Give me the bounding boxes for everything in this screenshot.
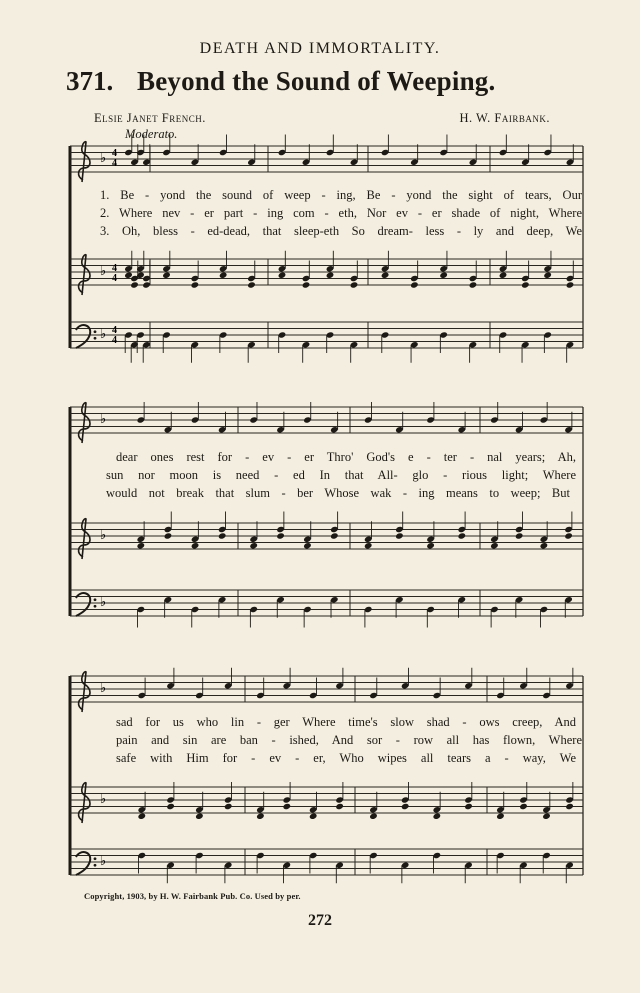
note-head xyxy=(515,532,524,539)
note-head xyxy=(164,532,173,539)
note-head xyxy=(335,803,344,810)
note-head xyxy=(142,281,151,288)
treble-clef xyxy=(79,403,90,443)
note-head xyxy=(433,813,442,820)
key-signature-flat: ♭ xyxy=(100,151,107,166)
bass-clef-dot xyxy=(94,857,97,860)
note-head xyxy=(540,542,549,549)
note-head xyxy=(326,272,335,279)
bass-clef-dot xyxy=(94,337,97,340)
note-head xyxy=(218,532,227,539)
bass-clef-dot xyxy=(94,330,97,333)
composer-credit: H. W. Fairbank. xyxy=(459,111,550,125)
note-head xyxy=(283,803,292,810)
note-head xyxy=(364,542,373,549)
lyric-line: safe with Him for - ev - er, Who wipes all tears a - way, We xyxy=(116,751,576,765)
key-signature-flat: ♭ xyxy=(100,264,107,279)
note-head xyxy=(426,542,435,549)
note-head xyxy=(330,532,339,539)
bass-clef-dot xyxy=(94,864,97,867)
key-signature-flat: ♭ xyxy=(100,528,107,543)
bass-clef-dot xyxy=(94,598,97,601)
note-head xyxy=(302,281,311,288)
time-sig-bottom-2: 4 xyxy=(112,273,117,284)
key-signature-flat: ♭ xyxy=(100,412,107,427)
note-head xyxy=(247,281,256,288)
note-head xyxy=(138,813,147,820)
author-credit: Elsie Janet French. xyxy=(94,111,206,125)
page-number: 272 xyxy=(308,912,332,929)
note-head xyxy=(309,813,318,820)
time-sig-top-2: 4 xyxy=(112,263,117,274)
note-head xyxy=(521,281,530,288)
note-head xyxy=(381,272,390,279)
treble-clef xyxy=(79,142,90,182)
note-head xyxy=(519,803,528,810)
lyric-line: dear ones rest for - ev - er Thro' God's e - ter - nal years; Ah, xyxy=(116,450,576,464)
hymn-title: Beyond the Sound of Weeping. xyxy=(137,66,496,96)
note-head xyxy=(303,542,312,549)
note-head xyxy=(350,281,359,288)
note-head xyxy=(249,542,258,549)
time-signature-treble xyxy=(112,148,117,346)
note-head xyxy=(469,281,478,288)
time-sig-bottom-3: 4 xyxy=(112,335,117,346)
note-head xyxy=(162,272,171,279)
note-head xyxy=(369,813,378,820)
note-head xyxy=(565,803,574,810)
note-head xyxy=(499,272,508,279)
treble-clef xyxy=(79,255,90,295)
note-head xyxy=(224,803,233,810)
time-sig-top-3: 4 xyxy=(112,325,117,336)
key-signature-flat: ♭ xyxy=(100,595,107,610)
lyric-line: sun nor moon is need - ed In that All- glo - rious light; Where xyxy=(106,468,576,482)
note-head xyxy=(276,532,285,539)
clef-symbols xyxy=(76,142,106,875)
tempo-marking: Moderato. xyxy=(125,127,178,141)
time-sig-bottom-1: 4 xyxy=(112,158,117,169)
note-head xyxy=(439,272,448,279)
key-signature-flat: ♭ xyxy=(100,681,107,696)
lyric-line: 1. Be - yond the sound of weep - ing, Be - yond the sight of tears, Our xyxy=(100,188,582,202)
note-head xyxy=(137,542,146,549)
note-head xyxy=(395,532,404,539)
note-head xyxy=(166,803,175,810)
note-head xyxy=(410,281,419,288)
note-head xyxy=(256,813,265,820)
key-signature-flat: ♭ xyxy=(100,327,107,342)
bass-clef-dot xyxy=(94,605,97,608)
key-signature-flat: ♭ xyxy=(100,792,107,807)
treble-clef xyxy=(79,672,90,712)
note-head xyxy=(130,281,139,288)
treble-clef xyxy=(79,783,90,823)
section-heading: DEATH AND IMMORTALITY. xyxy=(199,40,441,57)
lyric-line: would not break that slum - ber Whose wak - ing means to weep; But xyxy=(106,486,570,500)
note-head xyxy=(542,813,551,820)
lyric-line: sad for us who lin - ger Where time's slow shad - ows creep, And xyxy=(116,715,576,729)
note-head xyxy=(401,803,410,810)
note-head xyxy=(195,813,204,820)
note-head xyxy=(543,272,552,279)
treble-clef xyxy=(79,519,90,559)
lyric-line: 3. Oh, bless - ed-dead, that sleep-eth So dream- less - ly and deep, We xyxy=(100,224,582,238)
time-sig-top-1: 4 xyxy=(112,148,117,159)
note-head xyxy=(564,532,573,539)
note-heads xyxy=(124,135,574,884)
note-head xyxy=(278,272,287,279)
hymn-number: 371. xyxy=(66,66,114,96)
note-head xyxy=(458,532,467,539)
lyric-line: 2. Where nev - er part - ing com - eth, Nor ev - er shade of night, Where xyxy=(100,206,582,220)
lyric-line: pain and sin are ban - ished, And sor - row all has flown, Where xyxy=(116,733,582,747)
note-head xyxy=(219,272,228,279)
note-head xyxy=(490,542,499,549)
note-head xyxy=(191,281,200,288)
note-head xyxy=(191,542,200,549)
key-signature-flat: ♭ xyxy=(100,854,107,869)
copyright-notice: Copyright, 1903, by H. W. Fairbank Pub. Co. Used by per. xyxy=(84,891,301,901)
note-head xyxy=(566,281,575,288)
note-head xyxy=(464,803,473,810)
note-head xyxy=(496,813,505,820)
